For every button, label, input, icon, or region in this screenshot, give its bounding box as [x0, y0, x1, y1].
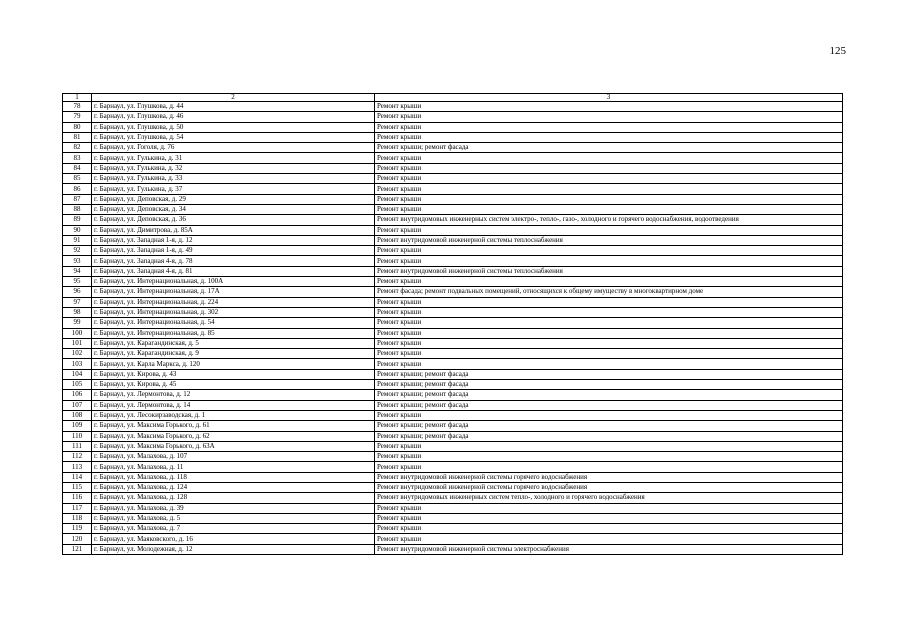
row-address: г. Барнаул, ул. Западная 1-я, д. 12	[92, 235, 375, 245]
table-row	[63, 513, 843, 523]
row-number: 93	[63, 256, 92, 266]
row-work-type: Ремонт крыши	[375, 122, 843, 132]
table-row	[63, 225, 843, 235]
row-work-type: Ремонт крыши	[375, 204, 843, 214]
table-row	[63, 493, 843, 503]
row-work-type: Ремонт крыши	[375, 112, 843, 122]
row-work-type: Ремонт крыши	[375, 318, 843, 328]
row-number: 92	[63, 246, 92, 256]
row-number: 96	[63, 287, 92, 297]
table-row	[63, 369, 843, 379]
row-address: г. Барнаул, ул. Деповская, д. 36	[92, 215, 375, 225]
row-work-type: Ремонт внутридомовой инженерной системы теплоснабжения	[375, 266, 843, 276]
row-address: г. Барнаул, ул. Гулькина, д. 32	[92, 163, 375, 173]
row-number: 84	[63, 163, 92, 173]
table-row	[63, 122, 843, 132]
row-number: 111	[63, 441, 92, 451]
row-number: 103	[63, 359, 92, 369]
row-work-type: Ремонт внутридомовых инженерных систем электро-, тепло-, газо-, холодного и горячего водоснабжения, водоотведения	[375, 215, 843, 225]
row-number: 101	[63, 338, 92, 348]
row-number: 91	[63, 235, 92, 245]
row-work-type: Ремонт крыши	[375, 452, 843, 462]
row-address: г. Барнаул, ул. Глушкова, д. 50	[92, 122, 375, 132]
row-address: г. Барнаул, ул. Малахова, д. 11	[92, 462, 375, 472]
header-col-3: 3	[375, 94, 843, 102]
row-number: 81	[63, 132, 92, 142]
table-row	[63, 400, 843, 410]
table-row	[63, 544, 843, 554]
row-work-type: Ремонт крыши; ремонт фасада	[375, 369, 843, 379]
row-address: г. Барнаул, ул. Молодежная, д. 12	[92, 544, 375, 554]
table-row	[63, 194, 843, 204]
table-row	[63, 534, 843, 544]
row-address: г. Барнаул, ул. Гулькина, д. 31	[92, 153, 375, 163]
row-work-type: Ремонт внутридомовой инженерной системы электроснабжения	[375, 544, 843, 554]
row-address: г. Барнаул, ул. Интернациональная, д. 100А	[92, 277, 375, 287]
row-address: г. Барнаул, ул. Лесокирзаводская, д. 1	[92, 410, 375, 420]
table-row	[63, 184, 843, 194]
row-number: 82	[63, 143, 92, 153]
row-number: 88	[63, 204, 92, 214]
table-row	[63, 204, 843, 214]
row-number: 113	[63, 462, 92, 472]
row-work-type: Ремонт крыши	[375, 132, 843, 142]
row-address: г. Барнаул, ул. Глушкова, д. 44	[92, 102, 375, 112]
table-row	[63, 256, 843, 266]
table-row	[63, 307, 843, 317]
row-number: 83	[63, 153, 92, 163]
table-row	[63, 431, 843, 441]
row-address: г. Барнаул, ул. Малахова, д. 128	[92, 493, 375, 503]
row-work-type: Ремонт крыши	[375, 184, 843, 194]
row-address: г. Барнаул, ул. Малахова, д. 118	[92, 472, 375, 482]
row-work-type: Ремонт крыши	[375, 307, 843, 317]
row-number: 98	[63, 307, 92, 317]
row-work-type: Ремонт крыши	[375, 462, 843, 472]
table-row	[63, 452, 843, 462]
table-row	[63, 163, 843, 173]
table-row	[63, 215, 843, 225]
row-work-type: Ремонт крыши	[375, 410, 843, 420]
row-address: г. Барнаул, ул. Максима Горького, д. 62	[92, 431, 375, 441]
row-number: 105	[63, 380, 92, 390]
row-work-type: Ремонт крыши	[375, 534, 843, 544]
row-work-type: Ремонт крыши; ремонт фасада	[375, 380, 843, 390]
table-row	[63, 349, 843, 359]
row-work-type: Ремонт крыши; ремонт фасада	[375, 431, 843, 441]
row-number: 115	[63, 482, 92, 492]
row-work-type: Ремонт крыши	[375, 441, 843, 451]
row-address: г. Барнаул, ул. Карла Маркса, д. 120	[92, 359, 375, 369]
header-col-2: 2	[92, 94, 375, 102]
row-number: 112	[63, 452, 92, 462]
row-address: г. Барнаул, ул. Малахова, д. 7	[92, 524, 375, 534]
row-address: г. Барнаул, ул. Западная 1-я, д. 49	[92, 246, 375, 256]
table-row	[63, 174, 843, 184]
row-work-type: Ремонт крыши	[375, 256, 843, 266]
table-body	[63, 102, 843, 555]
row-work-type: Ремонт крыши	[375, 524, 843, 534]
row-address: г. Барнаул, ул. Западная 4-я, д. 81	[92, 266, 375, 276]
row-address: г. Барнаул, ул. Карагандинская, д. 9	[92, 349, 375, 359]
row-number: 97	[63, 297, 92, 307]
table-row	[63, 421, 843, 431]
row-address: г. Барнаул, ул. Максима Горького, д. 61	[92, 421, 375, 431]
table-row	[63, 410, 843, 420]
row-number: 120	[63, 534, 92, 544]
header-col-1: 1	[63, 94, 92, 102]
row-work-type: Ремонт крыши	[375, 102, 843, 112]
table-row	[63, 328, 843, 338]
row-work-type: Ремонт крыши	[375, 174, 843, 184]
row-work-type: Ремонт крыши; ремонт фасада	[375, 143, 843, 153]
row-work-type: Ремонт крыши	[375, 513, 843, 523]
row-address: г. Барнаул, ул. Маяковского, д. 16	[92, 534, 375, 544]
row-address: г. Барнаул, ул. Карагандинская, д. 5	[92, 338, 375, 348]
row-number: 85	[63, 174, 92, 184]
table-row	[63, 143, 843, 153]
table-row	[63, 235, 843, 245]
row-number: 117	[63, 503, 92, 513]
table-row	[63, 380, 843, 390]
row-work-type: Ремонт крыши	[375, 153, 843, 163]
row-number: 79	[63, 112, 92, 122]
table-row	[63, 359, 843, 369]
row-work-type: Ремонт крыши	[375, 163, 843, 173]
row-address: г. Барнаул, ул. Максима Горького, д. 63А	[92, 441, 375, 451]
row-number: 95	[63, 277, 92, 287]
row-address: г. Барнаул, ул. Интернациональная, д. 302	[92, 307, 375, 317]
row-work-type: Ремонт крыши	[375, 349, 843, 359]
row-address: г. Барнаул, ул. Димитрова, д. 85А	[92, 225, 375, 235]
row-number: 102	[63, 349, 92, 359]
row-address: г. Барнаул, ул. Малахова, д. 124	[92, 482, 375, 492]
row-work-type: Ремонт крыши	[375, 328, 843, 338]
row-work-type: Ремонт крыши	[375, 359, 843, 369]
repair-table	[62, 93, 843, 555]
row-address: г. Барнаул, ул. Западная 4-я, д. 78	[92, 256, 375, 266]
row-number: 108	[63, 410, 92, 420]
page-number: 125	[829, 45, 846, 57]
row-address: г. Барнаул, ул. Глушкова, д. 46	[92, 112, 375, 122]
table-row	[63, 472, 843, 482]
row-address: г. Барнаул, ул. Кирова, д. 45	[92, 380, 375, 390]
row-work-type: Ремонт крыши	[375, 338, 843, 348]
row-work-type: Ремонт крыши	[375, 503, 843, 513]
row-address: г. Барнаул, ул. Лермонтова, д. 14	[92, 400, 375, 410]
table-row	[63, 462, 843, 472]
row-number: 114	[63, 472, 92, 482]
row-address: г. Барнаул, ул. Малахова, д. 5	[92, 513, 375, 523]
row-work-type: Ремонт крыши	[375, 225, 843, 235]
row-number: 106	[63, 390, 92, 400]
row-number: 89	[63, 215, 92, 225]
row-work-type: Ремонт крыши	[375, 297, 843, 307]
table-row	[63, 503, 843, 513]
row-work-type: Ремонт внутридомовой инженерной системы горячего водоснабжения	[375, 472, 843, 482]
row-work-type: Ремонт внутридомовых инженерных систем тепло-, холодного и горячего водоснабжения	[375, 493, 843, 503]
row-address: г. Барнаул, ул. Малахова, д. 39	[92, 503, 375, 513]
table-row	[63, 318, 843, 328]
row-work-type: Ремонт крыши; ремонт фасада	[375, 400, 843, 410]
table-row	[63, 132, 843, 142]
row-number: 78	[63, 102, 92, 112]
table-header-row	[63, 94, 843, 102]
table-row	[63, 287, 843, 297]
row-number: 100	[63, 328, 92, 338]
row-address: г. Барнаул, ул. Глушкова, д. 54	[92, 132, 375, 142]
row-number: 99	[63, 318, 92, 328]
row-number: 104	[63, 369, 92, 379]
row-work-type: Ремонт крыши	[375, 194, 843, 204]
row-address: г. Барнаул, ул. Интернациональная, д. 224	[92, 297, 375, 307]
table-row	[63, 277, 843, 287]
table-row	[63, 441, 843, 451]
table-row	[63, 390, 843, 400]
row-number: 80	[63, 122, 92, 132]
row-number: 110	[63, 431, 92, 441]
row-address: г. Барнаул, ул. Гулькина, д. 33	[92, 174, 375, 184]
row-number: 107	[63, 400, 92, 410]
table-row	[63, 266, 843, 276]
row-number: 94	[63, 266, 92, 276]
row-address: г. Барнаул, ул. Деповская, д. 29	[92, 194, 375, 204]
row-number: 118	[63, 513, 92, 523]
table-row	[63, 524, 843, 534]
row-number: 121	[63, 544, 92, 554]
table-row	[63, 102, 843, 112]
table-row	[63, 297, 843, 307]
table-row	[63, 482, 843, 492]
row-address: г. Барнаул, ул. Кирова, д. 43	[92, 369, 375, 379]
row-work-type: Ремонт внутридомовой инженерной системы горячего водоснабжения	[375, 482, 843, 492]
row-address: г. Барнаул, ул. Гоголя, д. 76	[92, 143, 375, 153]
row-address: г. Барнаул, ул. Интернациональная, д. 17А	[92, 287, 375, 297]
row-address: г. Барнаул, ул. Гулькина, д. 37	[92, 184, 375, 194]
table-row	[63, 153, 843, 163]
row-number: 90	[63, 225, 92, 235]
row-address: г. Барнаул, ул. Интернациональная, д. 85	[92, 328, 375, 338]
row-number: 116	[63, 493, 92, 503]
row-work-type: Ремонт крыши; ремонт фасада	[375, 421, 843, 431]
row-address: г. Барнаул, ул. Деповская, д. 34	[92, 204, 375, 214]
row-number: 86	[63, 184, 92, 194]
table-row	[63, 338, 843, 348]
table-row	[63, 112, 843, 122]
row-number: 109	[63, 421, 92, 431]
row-address: г. Барнаул, ул. Интернациональная, д. 54	[92, 318, 375, 328]
table-row	[63, 246, 843, 256]
row-number: 119	[63, 524, 92, 534]
row-work-type: Ремонт фасада; ремонт подвальных помещений, относящихся к общему имуществу в многоквартирном доме	[375, 287, 843, 297]
row-work-type: Ремонт крыши; ремонт фасада	[375, 390, 843, 400]
row-number: 87	[63, 194, 92, 204]
row-work-type: Ремонт крыши	[375, 277, 843, 287]
row-address: г. Барнаул, ул. Лермонтова, д. 12	[92, 390, 375, 400]
row-work-type: Ремонт внутридомовой инженерной системы теплоснабжения	[375, 235, 843, 245]
row-work-type: Ремонт крыши	[375, 246, 843, 256]
row-address: г. Барнаул, ул. Малахова, д. 107	[92, 452, 375, 462]
